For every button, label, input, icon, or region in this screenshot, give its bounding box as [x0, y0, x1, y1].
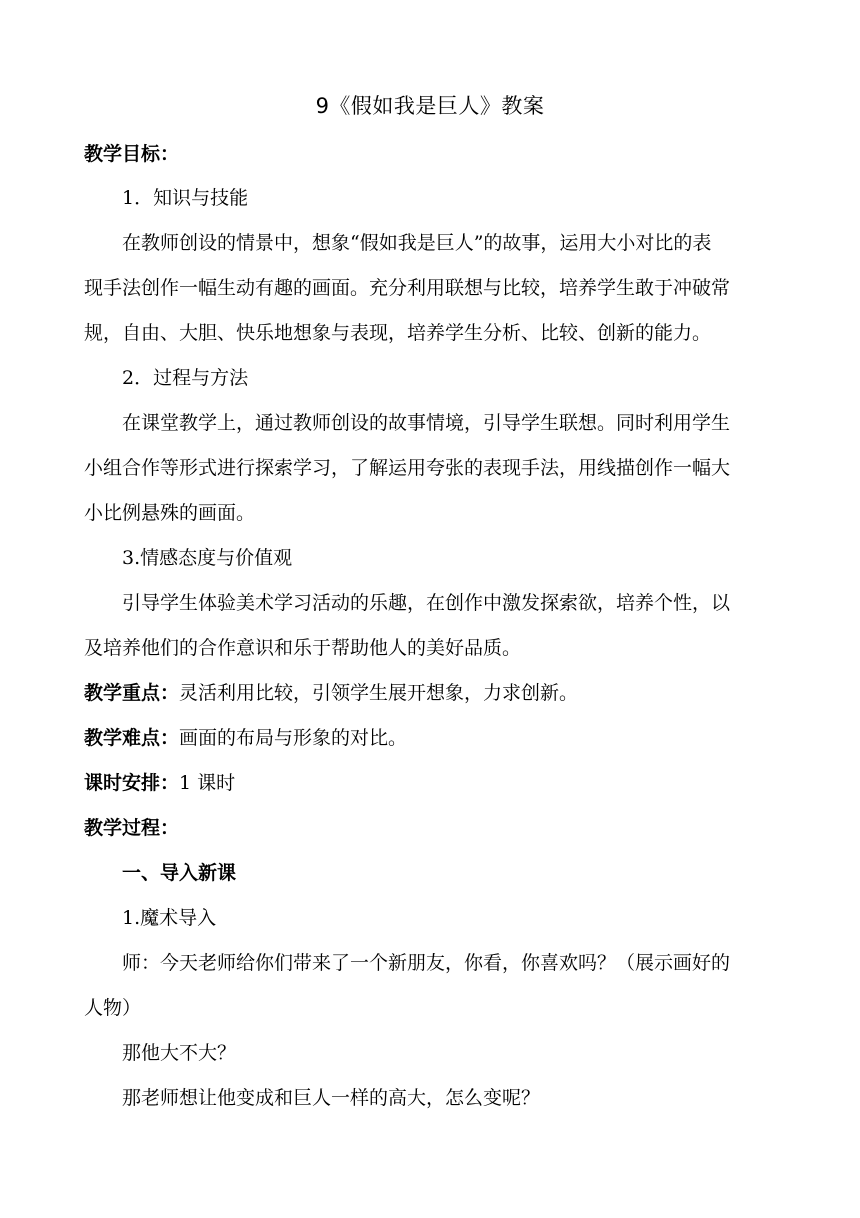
objective-2-paragraph-line-1: 在课堂教学上，通过教师创设的故事情境，引导学生联想。同时利用学生: [122, 412, 731, 434]
objective-3-paragraph-line-1: 引导学生体验美术学习活动的乐趣，在创作中激发探索欲，培养个性，以: [122, 592, 731, 614]
question-1: 那他大不大？: [122, 1042, 237, 1064]
step-1-title: 1.魔术导入: [122, 907, 217, 929]
teacher-line-2: 人物）: [84, 997, 142, 1019]
section-1-heading: 一、导入新课: [122, 862, 237, 884]
key-point-label: 教学重点：: [84, 682, 180, 704]
objective-2-paragraph-line-2: 小组合作等形式进行探索学习，了解运用夸张的表现手法，用线描创作一幅大: [84, 457, 731, 479]
schedule-label: 课时安排：: [84, 772, 180, 794]
difficulty-row: [84, 722, 784, 754]
difficulty-label: 教学难点：: [84, 727, 180, 749]
difficulty-text: 画面的布局与形象的对比。: [179, 727, 408, 749]
process-heading: 教学过程：: [84, 817, 180, 839]
objective-3-paragraph-line-2: 及培养他们的合作意识和乐于帮助他人的美好品质。: [84, 637, 522, 659]
objectives-heading: 教学目标：: [84, 143, 180, 165]
key-point-text: 灵活利用比较，引领学生展开想象，力求创新。: [179, 682, 579, 704]
teacher-line-1: 师：今天老师给你们带来了一个新朋友，你看，你喜欢吗？（展示画好的: [122, 952, 731, 974]
objective-1-paragraph-line-2: 现手法创作一幅生动有趣的画面。充分利用联想与比较，培养学生敢于冲破常: [84, 277, 731, 299]
objective-2-paragraph-line-3: 小比例悬殊的画面。: [84, 502, 256, 524]
objective-1-paragraph-line-1: 在教师创设的情景中，想象“假如我是巨人”的故事，运用大小对比的表: [122, 232, 712, 254]
objective-1-paragraph-line-3: 规，自由、大胆、快乐地想象与表现，培养学生分析、比较、创新的能力。: [84, 322, 712, 344]
objective-3-title: 3.情感态度与价值观: [122, 547, 293, 569]
key-point-row: [84, 677, 784, 709]
question-2: 那老师想让他变成和巨人一样的高大，怎么变呢？: [122, 1087, 541, 1109]
document-title: 9《假如我是巨人》教案: [315, 94, 545, 118]
objective-1-title: 1．知识与技能: [122, 187, 249, 209]
schedule-text: 1 课时: [179, 772, 236, 794]
objective-2-title: 2．过程与方法: [122, 367, 249, 389]
schedule-row: [84, 767, 784, 799]
